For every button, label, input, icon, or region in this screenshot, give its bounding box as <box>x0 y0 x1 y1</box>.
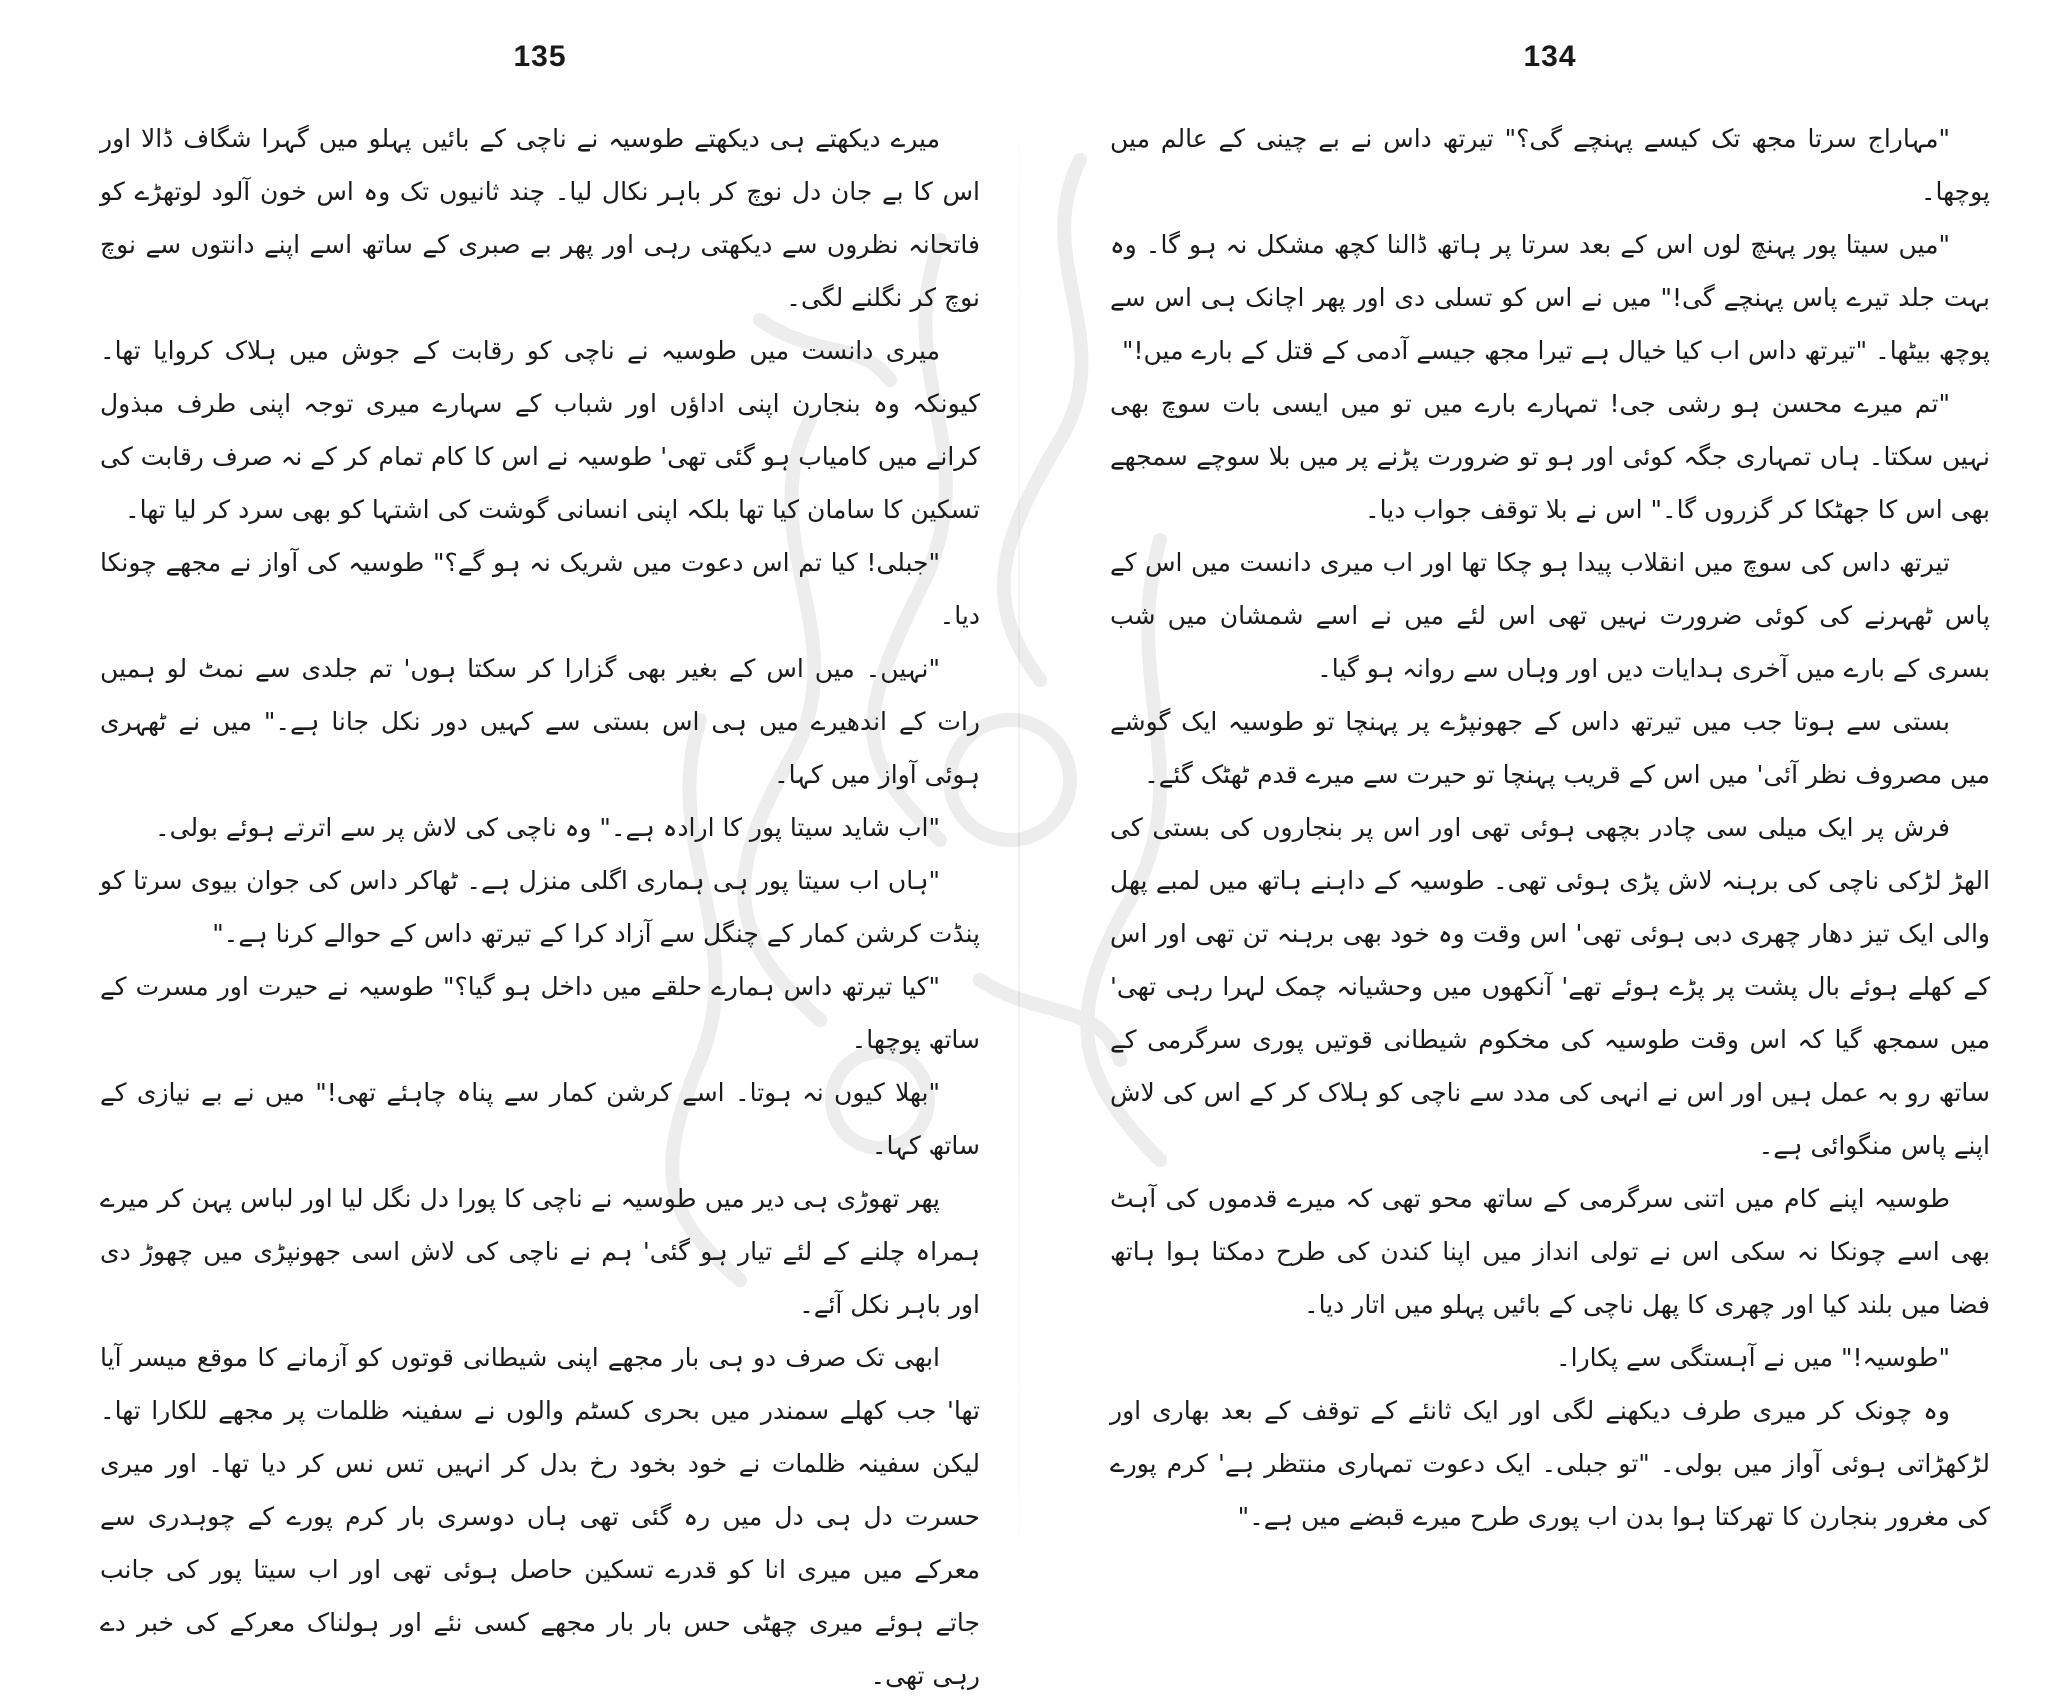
paragraph: "مہاراج سرتا مجھ تک کیسے پہنچے گی؟" تیرتھ داس نے بے چینی کے عالم میں پوچھا۔ <box>1110 124 1990 206</box>
page-number: 135 <box>513 40 567 73</box>
paragraph: فرش پر ایک میلی سی چادر بچھی ہوئی تھی اور اس پر بنجاروں کی بستی کی الھڑ لڑکی ناچی کی برہنہ لاش پڑی ہوئی تھی۔ طوسیہ کے داہنے ہاتھ میں لمبے پھل والی ایک تیز دھار چھری دبی ہوئی تھی' اس وقت وہ خود بھی برہنہ تن تھی اور اس کے کھلے ہوئے بال پشت پر پڑے ہوئے تھے' آنکھوں میں وحشیانہ چمک لہرا رہی تھی' میں سمجھ گیا کہ اس وقت طوسیہ کی مخکوم شیطانی قوتیں پوری سرگرمی کے ساتھ رو بہ عمل ہیں اور اس نے انہی کی مدد سے ناچی کو ہلاک کر کے اس کی لاش اپنے پاس منگوائی ہے۔ <box>1110 813 1990 1160</box>
paragraph: "کیا تیرتھ داس ہمارے حلقے میں داخل ہو گیا؟" طوسیہ نے حیرت اور مسرت کے ساتھ پوچھا۔ <box>100 972 980 1054</box>
paragraph: "بھلا کیوں نہ ہوتا۔ اسے کرشن کمار سے پناہ چاہئے تھی!" میں نے بے نیازی کے ساتھ کہا۔ <box>100 1078 980 1160</box>
paragraph: "نہیں۔ میں اس کے بغیر بھی گزارا کر سکتا ہوں' تم جلدی سے نمٹ لو ہمیں رات کے اندھیرے میں ہی اس بستی سے کہیں دور نکل جانا ہے۔" میں نے ٹھہری ہوئی آواز میں کہا۔ <box>100 654 980 789</box>
paragraph: "اب شاید سیتا پور کا ارادہ ہے۔" وہ ناچی کی لاش پر سے اترتے ہوئے بولی۔ <box>154 813 940 842</box>
paragraph: پھر تھوڑی ہی دیر میں طوسیہ نے ناچی کا پورا دل نگل لیا اور لباس پہن کر میرے ہمراہ چلنے کے لئے تیار ہو گئی' ہم نے ناچی کی لاش اسی جھونپڑی میں چھوڑ دی اور باہر نکل آئے۔ <box>100 1184 980 1319</box>
paragraph: وہ چونک کر میری طرف دیکھنے لگی اور ایک ثانئے کے توقف کے بعد بھاری اور لڑکھڑاتی ہوئی آواز میں بولی۔ "تو جبلی۔ ایک دعوت تمہاری منتظر ہے' کرم پورے کی مغرور بنجارن کا تھرکتا ہوا بدن اب پوری طرح میرے قبضے میں ہے۔" <box>1110 1396 1990 1531</box>
paragraph: "ہاں اب سیتا پور ہی ہماری اگلی منزل ہے۔ ٹھاکر داس کی جوان بیوی سرتا کو پنڈت کرشن کمار کے چنگل سے آزاد کرا کے تیرتھ داس کے حوالے کرنا ہے۔" <box>100 866 980 948</box>
paragraph: ابھی تک صرف دو ہی بار مجھے اپنی شیطانی قوتوں کو آزمانے کا موقع میسر آیا تھا' جب کھلے سمندر میں بحری کسٹم والوں نے سفینہ ظلمات پر مجھے للکارا تھا۔ لیکن سفینہ ظلمات نے خود بخود رخ بدل کر انہیں تس نس کر دیا تھا۔ اور میری حسرت دل ہی دل میں رہ گئی تھی ہاں دوسری بار کرم پورے کے چوہدری سے معرکے میں میری انا کو قدرے تسکین حاصل ہوئی تھی اور اب سیتا پور کی جانب جاتے ہوئے میری چھٹی حس بار بار مجھے کسی نئے اور ہولناک معرکے کی خبر دے رہی تھی۔ <box>100 1343 980 1690</box>
page-body <box>100 112 980 1702</box>
paragraph: "جبلی! کیا تم اس دعوت میں شریک نہ ہو گے؟" طوسیہ کی آواز نے مجھے چونکا دیا۔ <box>100 548 980 630</box>
paragraph: بستی سے ہوتا جب میں تیرتھ داس کے جھونپڑے پر پہنچا تو طوسیہ ایک گوشے میں مصروف نظر آئی' میں اس کے قریب پہنچا تو حیرت سے میرے قدم ٹھٹک گئے۔ <box>1110 707 1990 789</box>
paragraph: "تم میرے محسن ہو رشی جی! تمہارے بارے میں تو میں ایسی بات سوچ بھی نہیں سکتا۔ ہاں تمہاری جگہ کوئی اور ہو تو ضرورت پڑنے پر میں بلا سوچے سمجھے بھی اس کا جھٹکا کر گزروں گا۔" اس نے بلا توقف جواب دیا۔ <box>1110 389 1990 524</box>
paragraph: تیرتھ داس کی سوچ میں انقلاب پیدا ہو چکا تھا اور اب میری دانست میں اس کے پاس ٹھہرنے کی کوئی ضرورت نہیں تھی اس لئے میں نے اسے شمشان میں شب بسری کے بارے میں آخری ہدایات دیں اور وہاں سے روانہ ہو گیا۔ <box>1110 548 1990 683</box>
page-body <box>1110 112 1990 1543</box>
paragraph: "میں سیتا پور پہنچ لوں اس کے بعد سرتا پر ہاتھ ڈالنا کچھ مشکل نہ ہو گا۔ وہ بہت جلد تیرے پاس پہنچے گی!" میں نے اس کو تسلی دی اور پھر اچانک ہی اس سے پوچھ بیٹھا۔ "تیرتھ داس اب کیا خیال ہے تیرا مجھ جیسے آدمی کے قتل کے بارے میں!" <box>1110 230 1990 365</box>
paragraph: طوسیہ اپنے کام میں اتنی سرگرمی کے ساتھ محو تھی کہ میرے قدموں کی آہٹ بھی اسے چونکا نہ سکی اس نے تولی انداز میں اپنا کندن کی طرح دمکتا ہوا ہاتھ فضا میں بلند کیا اور چھری کا پھل ناچی کے بائیں پہلو میں اتار دیا۔ <box>1110 1184 1990 1319</box>
paragraph: میری دانست میں طوسیہ نے ناچی کو رقابت کے جوش میں ہلاک کروایا تھا۔ کیونکہ وہ بنجارن اپنی اداؤں اور شباب کے سہارے میری توجہ اپنی طرف مبذول کرانے میں کامیاب ہو گئی تھی' طوسیہ نے اس کا کام تمام کر کے نہ صرف رقابت کی تسکین کا سامان کیا تھا بلکہ اپنی انسانی گوشت کی اشتہا کو بھی سرد کر لیا تھا۔ <box>100 336 980 524</box>
page-gutter <box>1018 60 1020 1620</box>
paragraph: میرے دیکھتے ہی دیکھتے طوسیہ نے ناچی کے بائیں پہلو میں گہرا شگاف ڈالا اور اس کا بے جان دل نوچ کر باہر نکال لیا۔ چند ثانیوں تک وہ اس خون آلود لوتھڑے کو فاتحانہ نظروں سے دیکھتی رہی اور پھر بے صبری کے ساتھ اسے اپنے دانتوں سے نوچ نوچ کر نگلنے لگی۔ <box>100 124 980 312</box>
paragraph: "طوسیہ!" میں نے آہستگی سے پکارا۔ <box>1555 1343 1950 1372</box>
left-page <box>100 40 980 1690</box>
page-number: 134 <box>1523 40 1577 73</box>
right-page <box>1110 40 1990 1640</box>
